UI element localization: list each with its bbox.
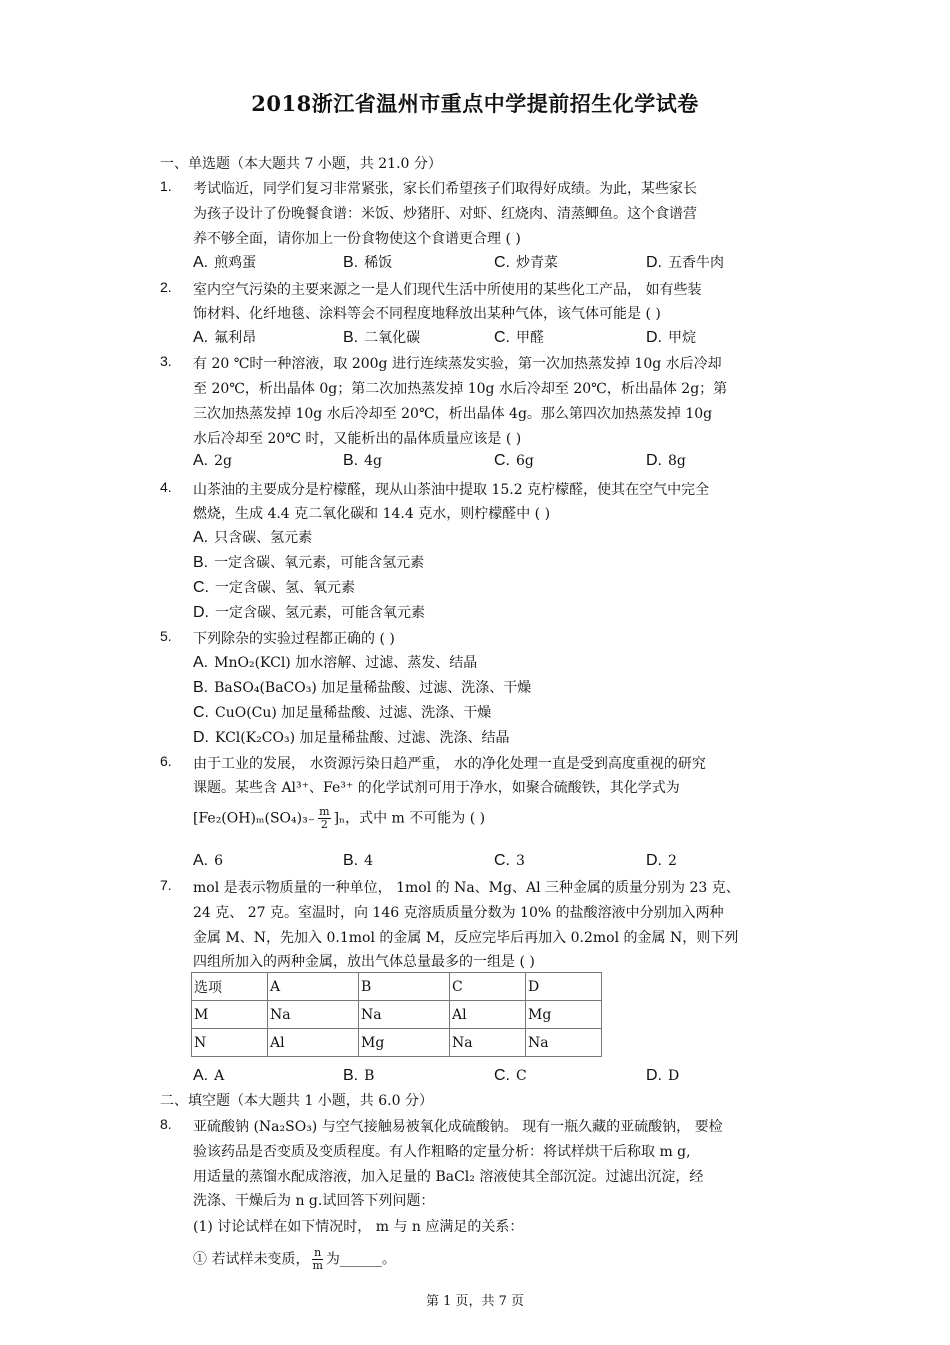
question-8-line-1: 亚硫酸钠 (Na₂SO₃) 与空气接触易被氧化成硫酸钠。 现有一瓶久藏的亚硫酸钠， 要检 (193, 1119, 723, 1135)
question-1-line-2: 为孩子设计了份晚餐食谱：米饭、炒猪肝、对虾、红烧肉、清蒸鲫鱼。这个食谱营 (193, 206, 697, 222)
question-5-line-1: 下列除杂的实验过程都正确的 ( ) (193, 631, 395, 647)
question-1-option-c[interactable]: C. 炒青菜 (494, 254, 558, 271)
question-7-line-3: 金属 M、N，先加入 0.1mol 的金属 M，反应完毕后再加入 0.2mol 的金属 N，则下列 (193, 930, 739, 946)
ratio-fraction: $\frac{n}{m}$ (312, 1246, 323, 1272)
page-title: 2018浙江省温州市重点中学提前招生化学试卷 (251, 91, 699, 116)
question-8-line-4: 洗涤、干燥后为 n g.试回答下列问题： (193, 1193, 435, 1209)
question-8-sub-1 (193, 1247, 396, 1272)
question-5-option-b[interactable]: B. BaSO₄(BaCO₃) 加足量稀盐酸、过滤、洗涤、干燥 (193, 679, 532, 696)
question-6-option-d[interactable]: D. 2 (646, 852, 677, 869)
question-number-6: 6. (160, 753, 172, 769)
question-5-option-d[interactable]: D. KCl(K₂CO₃) 加足量稀盐酸、过滤、洗涤、结晶 (193, 729, 510, 746)
question-1-line-1: 考试临近，同学们复习非常紧张，家长们希望孩子们取得好成绩。为此，某些家长 (193, 181, 697, 197)
table-cell: B (359, 973, 450, 1001)
table-cell: A (268, 973, 359, 1001)
table-row (192, 973, 602, 1001)
section-heading-2: 二、填空题（本大题共 1 小题，共 6.0 分） (160, 1093, 433, 1109)
question-5-option-a[interactable]: A. MnO₂(KCl) 加水溶解、过滤、蒸发、结晶 (193, 654, 478, 671)
question-number-7: 7. (160, 877, 172, 893)
table-cell: Mg (526, 1001, 602, 1029)
page-footer: 第 1 页，共 7 页 (425, 1294, 525, 1309)
question-2-line-2: 饰材料、化纤地毯、涂料等会不同程度地释放出某种气体，该气体可能是 ( ) (193, 306, 661, 322)
question-1-line-3: 养不够全面，请你加上一份食物使这个食谱更合理 ( ) (193, 231, 521, 247)
table-cell: M (192, 1001, 268, 1029)
question-2-line-1: 室内空气污染的主要来源之一是人们现代生活中所使用的某些化工产品， 如有些装 (193, 282, 702, 298)
question-3-line-3: 三次加热蒸发掉 10g 水后冷却至 20℃，析出晶体 4g。那么第四次加热蒸发掉 10g (193, 406, 713, 422)
table-cell: Mg (359, 1029, 450, 1057)
question-number-8: 8. (160, 1116, 172, 1132)
question-4-line-2: 燃烧，生成 4.4 克二氧化碳和 14.4 克水，则柠檬醛中 ( ) (193, 506, 551, 522)
question-number-4: 4. (160, 479, 172, 495)
options-table (191, 972, 602, 1057)
question-4-option-c[interactable]: C. 一定含碳、氢、氧元素 (193, 579, 355, 596)
question-number-5: 5. (160, 628, 172, 644)
question-2-option-b[interactable]: B. 二氧化碳 (343, 329, 421, 346)
question-7-line-1: mol 是表示物质量的一种单位， 1mol 的 Na、Mg、Al 三种金属的质量分别为 23 克、 (193, 880, 740, 896)
question-7-option-a[interactable]: A. A (193, 1067, 225, 1084)
question-2-option-d[interactable]: D. 甲烷 (646, 329, 696, 346)
question-6-line-2: 课题。某些含 Al³⁺、Fe³⁺ 的化学试剂可用于净水，如聚合硫酸铁，其化学式为 (193, 780, 680, 796)
formula-suffix: ]ₙ，式中 m 不可能为 ( ) (333, 810, 486, 827)
question-4-option-a[interactable]: A. 只含碳、氢元素 (193, 529, 313, 546)
question-1-option-b[interactable]: B. 稀饭 (343, 254, 393, 271)
table-cell: Al (268, 1029, 359, 1057)
question-6-option-c[interactable]: C. 3 (494, 852, 525, 869)
question-3-option-a[interactable]: A. 2g (193, 452, 232, 469)
answer-blank[interactable]: 为______。 (325, 1251, 396, 1268)
question-2-option-a[interactable]: A. 氟利昂 (193, 329, 257, 346)
question-7-option-b[interactable]: B. B (343, 1067, 375, 1084)
question-3-option-c[interactable]: C. 6g (494, 452, 534, 469)
section-heading-1: 一、单选题（本大题共 7 小题，共 21.0 分） (160, 156, 442, 172)
question-7-line-4: 四组所加入的两种金属，放出气体总量最多的一组是 ( ) (193, 954, 535, 970)
table-row (192, 1001, 602, 1029)
table-cell: C (450, 973, 526, 1001)
question-number-3: 3. (160, 353, 172, 369)
question-3-line-4: 水后冷却至 20℃ 时，又能析出的晶体质量应该是 ( ) (193, 431, 522, 447)
table-cell: Na (359, 1001, 450, 1029)
question-6-formula (193, 806, 485, 831)
table-cell: Na (450, 1029, 526, 1057)
question-3-option-b[interactable]: B. 4g (343, 452, 382, 469)
formula-prefix: [Fe₂(OH)ₘ(SO₄)₃₋ (193, 810, 316, 827)
question-number-2: 2. (160, 279, 172, 295)
question-5-option-c[interactable]: C. CuO(Cu) 加足量稀盐酸、过滤、洗涤、干燥 (193, 704, 492, 721)
table-cell: Na (526, 1029, 602, 1057)
table-cell: N (192, 1029, 268, 1057)
question-3-option-d[interactable]: D. 8g (646, 452, 686, 469)
question-4-option-d[interactable]: D. 一定含碳、氢元素，可能含氧元素 (193, 604, 425, 621)
question-8-line-2: 验该药品是否变质及变质程度。有人作粗略的定量分析：将试样烘干后称取 m g, (193, 1144, 691, 1160)
formula-fraction: $\frac{m}{2}$ (319, 805, 330, 831)
question-number-1: 1. (160, 178, 172, 194)
question-3-line-2: 至 20℃，析出晶体 0g；第二次加热蒸发掉 10g 水后冷却至 20℃，析出晶体 2g；第 (193, 381, 728, 397)
table-cell: Na (268, 1001, 359, 1029)
question-8-line-3: 用适量的蒸馏水配成溶液，加入足量的 BaCl₂ 溶液使其全部沉淀。过滤出沉淀，经 (193, 1169, 704, 1185)
table-cell: 选项 (192, 973, 268, 1001)
question-6-option-b[interactable]: B. 4 (343, 852, 374, 869)
question-7-option-d[interactable]: D. D (646, 1067, 680, 1084)
question-7-option-c[interactable]: C. C (494, 1067, 527, 1084)
table-cell: Al (450, 1001, 526, 1029)
question-7-line-2: 24 克、 27 克。室温时，向 146 克溶质质量分数为 10% 的盐酸溶液中分别加入两种 (193, 905, 724, 921)
question-1-option-d[interactable]: D. 五香牛肉 (646, 254, 724, 271)
table-row (192, 1029, 602, 1057)
question-2-option-c[interactable]: C. 甲醛 (494, 329, 544, 346)
question-6-option-a[interactable]: A. 6 (193, 852, 224, 869)
question-4-line-1: 山茶油的主要成分是柠檬醛，现从山茶油中提取 15.2 克柠檬醛，使其在空气中完全 (193, 482, 710, 498)
question-8-line-5: (1) 讨论试样在如下情况时， m 与 n 应满足的关系： (193, 1219, 524, 1235)
question-3-line-1: 有 20 ℃时一种溶液，取 200g 进行连续蒸发实验，第一次加热蒸发掉 10g 水后冷却 (193, 356, 722, 372)
sub-question-prefix: ① 若试样未变质， (193, 1251, 310, 1268)
table-cell: D (526, 973, 602, 1001)
question-6-line-1: 由于工业的发展， 水资源污染日趋严重， 水的净化处理一直是受到高度重视的研究 (193, 756, 706, 772)
question-1-option-a[interactable]: A. 煎鸡蛋 (193, 254, 257, 271)
question-4-option-b[interactable]: B. 一定含碳、氧元素，可能含氢元素 (193, 554, 425, 571)
